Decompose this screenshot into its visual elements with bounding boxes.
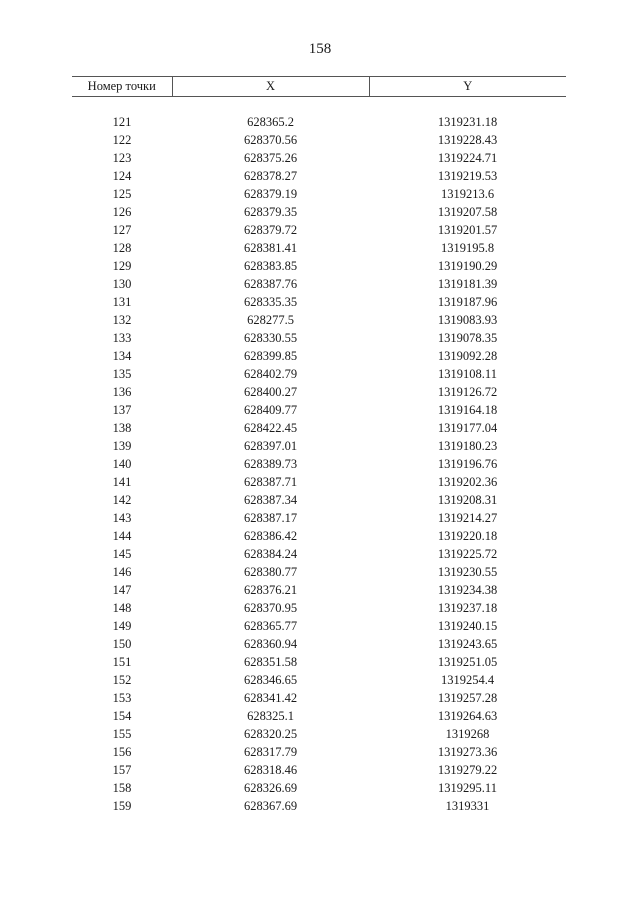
cell-x: 628387.76 (243, 277, 298, 291)
cell-point-number: 156 (112, 745, 132, 759)
cell-x: 628318.46 (243, 763, 298, 777)
cell-x: 628346.65 (243, 673, 298, 687)
table-row (72, 275, 566, 293)
cell-point-number: 158 (112, 781, 132, 795)
cell-point-number: 129 (112, 259, 132, 273)
cell-point-number: 147 (112, 583, 132, 597)
cell-y: 1319240.15 (437, 619, 498, 633)
cell-y: 1319196.76 (437, 457, 498, 471)
cell-point-number: 155 (112, 727, 132, 741)
cell-x: 628381.41 (243, 241, 298, 255)
table-row (72, 239, 566, 257)
table-body (72, 97, 566, 816)
cell-y: 1319219.53 (437, 169, 498, 183)
table-row (72, 545, 566, 563)
cell-point-number: 122 (112, 133, 132, 147)
cell-y: 1319187.96 (437, 295, 498, 309)
table-row (72, 131, 566, 149)
cell-point-number: 140 (112, 457, 132, 471)
cell-point-number: 146 (112, 565, 132, 579)
cell-y: 1319201.57 (437, 223, 498, 237)
cell-x: 628365.77 (243, 619, 298, 633)
table-row (72, 563, 566, 581)
table-spacer (72, 97, 566, 114)
cell-y: 1319231.18 (437, 115, 498, 129)
cell-x: 628389.73 (243, 457, 298, 471)
cell-x: 628360.94 (243, 637, 298, 651)
cell-point-number: 157 (112, 763, 132, 777)
table-row (72, 437, 566, 455)
table-row (72, 617, 566, 635)
cell-x: 628379.72 (243, 223, 298, 237)
cell-y: 1319257.28 (437, 691, 498, 705)
cell-point-number: 131 (112, 295, 132, 309)
table-row (72, 527, 566, 545)
cell-point-number: 127 (112, 223, 132, 237)
cell-point-number: 142 (112, 493, 132, 507)
table-row (72, 725, 566, 743)
table-row (72, 221, 566, 239)
cell-point-number: 139 (112, 439, 132, 453)
cell-x: 628277.5 (247, 313, 294, 327)
cell-y: 1319078.35 (437, 331, 498, 345)
cell-point-number: 154 (112, 709, 132, 723)
header-point-number: Номер точки (72, 77, 172, 97)
cell-point-number: 145 (112, 547, 132, 561)
table-row (72, 149, 566, 167)
cell-x: 628400.27 (243, 385, 298, 399)
cell-point-number: 124 (112, 169, 132, 183)
cell-x: 628335.35 (243, 295, 298, 309)
table-row (72, 401, 566, 419)
cell-point-number: 132 (112, 313, 132, 327)
table-row (72, 473, 566, 491)
table-row (72, 167, 566, 185)
cell-y: 1319237.18 (437, 601, 498, 615)
cell-point-number: 133 (112, 331, 132, 345)
cell-y: 1319202.36 (437, 475, 498, 489)
cell-x: 628367.69 (243, 799, 298, 813)
cell-y: 1319279.22 (437, 763, 498, 777)
cell-y: 1319264.63 (437, 709, 498, 723)
cell-point-number: 159 (112, 799, 132, 813)
cell-point-number: 126 (112, 205, 132, 219)
table-row (72, 491, 566, 509)
cell-y: 1319213.6 (440, 187, 495, 201)
cell-y: 1319220.18 (437, 529, 498, 543)
cell-x: 628387.17 (243, 511, 298, 525)
table-row (72, 113, 566, 131)
cell-y: 1319224.71 (437, 151, 498, 165)
cell-point-number: 125 (112, 187, 132, 201)
table-row (72, 203, 566, 221)
cell-x: 628409.77 (243, 403, 298, 417)
cell-point-number: 130 (112, 277, 132, 291)
cell-point-number: 135 (112, 367, 132, 381)
cell-x: 628325.1 (247, 709, 294, 723)
cell-x: 628341.42 (243, 691, 298, 705)
cell-point-number: 141 (112, 475, 132, 489)
cell-point-number: 148 (112, 601, 132, 615)
cell-y: 1319243.65 (437, 637, 498, 651)
cell-y: 1319195.8 (440, 241, 495, 255)
cell-x: 628351.58 (243, 655, 298, 669)
cell-point-number: 153 (112, 691, 132, 705)
cell-x: 628379.19 (243, 187, 298, 201)
cell-x: 628320.25 (243, 727, 298, 741)
cell-y: 1319331 (445, 799, 490, 813)
cell-x: 628376.21 (243, 583, 298, 597)
table-row (72, 707, 566, 725)
cell-point-number: 138 (112, 421, 132, 435)
table-row (72, 779, 566, 797)
header-y: Y (369, 77, 566, 97)
cell-point-number: 151 (112, 655, 132, 669)
table-row (72, 329, 566, 347)
header-row (72, 77, 566, 97)
table-row (72, 185, 566, 203)
cell-point-number: 137 (112, 403, 132, 417)
table-row (72, 257, 566, 275)
table-row (72, 365, 566, 383)
cell-x: 628380.77 (243, 565, 298, 579)
cell-y: 1319092.28 (437, 349, 498, 363)
cell-y: 1319083.93 (437, 313, 498, 327)
cell-y: 1319295.11 (438, 781, 497, 795)
cell-point-number: 150 (112, 637, 132, 651)
cell-x: 628422.45 (243, 421, 298, 435)
coordinates-table (72, 76, 566, 815)
table-row (72, 653, 566, 671)
cell-x: 628387.34 (243, 493, 298, 507)
cell-x: 628399.85 (243, 349, 298, 363)
cell-x: 628387.71 (243, 475, 298, 489)
table-row (72, 347, 566, 365)
cell-x: 628317.79 (243, 745, 298, 759)
cell-y: 1319228.43 (437, 133, 498, 147)
cell-y: 1319251.05 (437, 655, 498, 669)
cell-y: 1319208.31 (437, 493, 498, 507)
cell-x: 628386.42 (243, 529, 298, 543)
cell-point-number: 136 (112, 385, 132, 399)
cell-x: 628326.69 (243, 781, 298, 795)
cell-point-number: 143 (112, 511, 132, 525)
cell-y: 1319225.72 (437, 547, 498, 561)
cell-y: 1319273.36 (437, 745, 498, 759)
table-row (72, 419, 566, 437)
cell-y: 1319207.58 (437, 205, 498, 219)
cell-point-number: 121 (112, 115, 132, 129)
cell-x: 628378.27 (243, 169, 298, 183)
cell-point-number: 134 (112, 349, 132, 363)
cell-x: 628370.95 (243, 601, 298, 615)
cell-y: 1319180.23 (437, 439, 498, 453)
cell-x: 628402.79 (243, 367, 298, 381)
cell-x: 628397.01 (243, 439, 298, 453)
table-row (72, 761, 566, 779)
cell-x: 628384.24 (243, 547, 298, 561)
table-header (72, 77, 566, 97)
cell-y: 1319234.38 (437, 583, 498, 597)
table-row (72, 599, 566, 617)
table-row (72, 743, 566, 761)
cell-x: 628375.26 (243, 151, 298, 165)
cell-y: 1319214.27 (437, 511, 498, 525)
cell-y: 1319190.29 (437, 259, 498, 273)
cell-x: 628370.56 (243, 133, 298, 147)
cell-y: 1319108.11 (438, 367, 497, 381)
cell-y: 1319254.4 (440, 673, 495, 687)
cell-y: 1319268 (445, 727, 490, 741)
table-row (72, 797, 566, 815)
table-row (72, 581, 566, 599)
cell-x: 628365.2 (247, 115, 294, 129)
cell-y: 1319126.72 (437, 385, 498, 399)
table-row (72, 455, 566, 473)
cell-y: 1319181.39 (437, 277, 498, 291)
page-number: 158 (308, 41, 332, 57)
cell-y: 1319164.18 (437, 403, 498, 417)
cell-point-number: 149 (112, 619, 132, 633)
cell-point-number: 144 (112, 529, 132, 543)
table-row (72, 293, 566, 311)
cell-point-number: 152 (112, 673, 132, 687)
table-row (72, 509, 566, 527)
cell-y: 1319230.55 (437, 565, 498, 579)
table-row (72, 671, 566, 689)
table-row (72, 635, 566, 653)
cell-point-number: 128 (112, 241, 132, 255)
cell-x: 628330.55 (243, 331, 298, 345)
table-row (72, 311, 566, 329)
cell-point-number: 123 (112, 151, 132, 165)
cell-x: 628383.85 (243, 259, 298, 273)
cell-y: 1319177.04 (437, 421, 498, 435)
header-x: X (172, 77, 369, 97)
cell-x: 628379.35 (243, 205, 298, 219)
table-row (72, 689, 566, 707)
table-row (72, 383, 566, 401)
